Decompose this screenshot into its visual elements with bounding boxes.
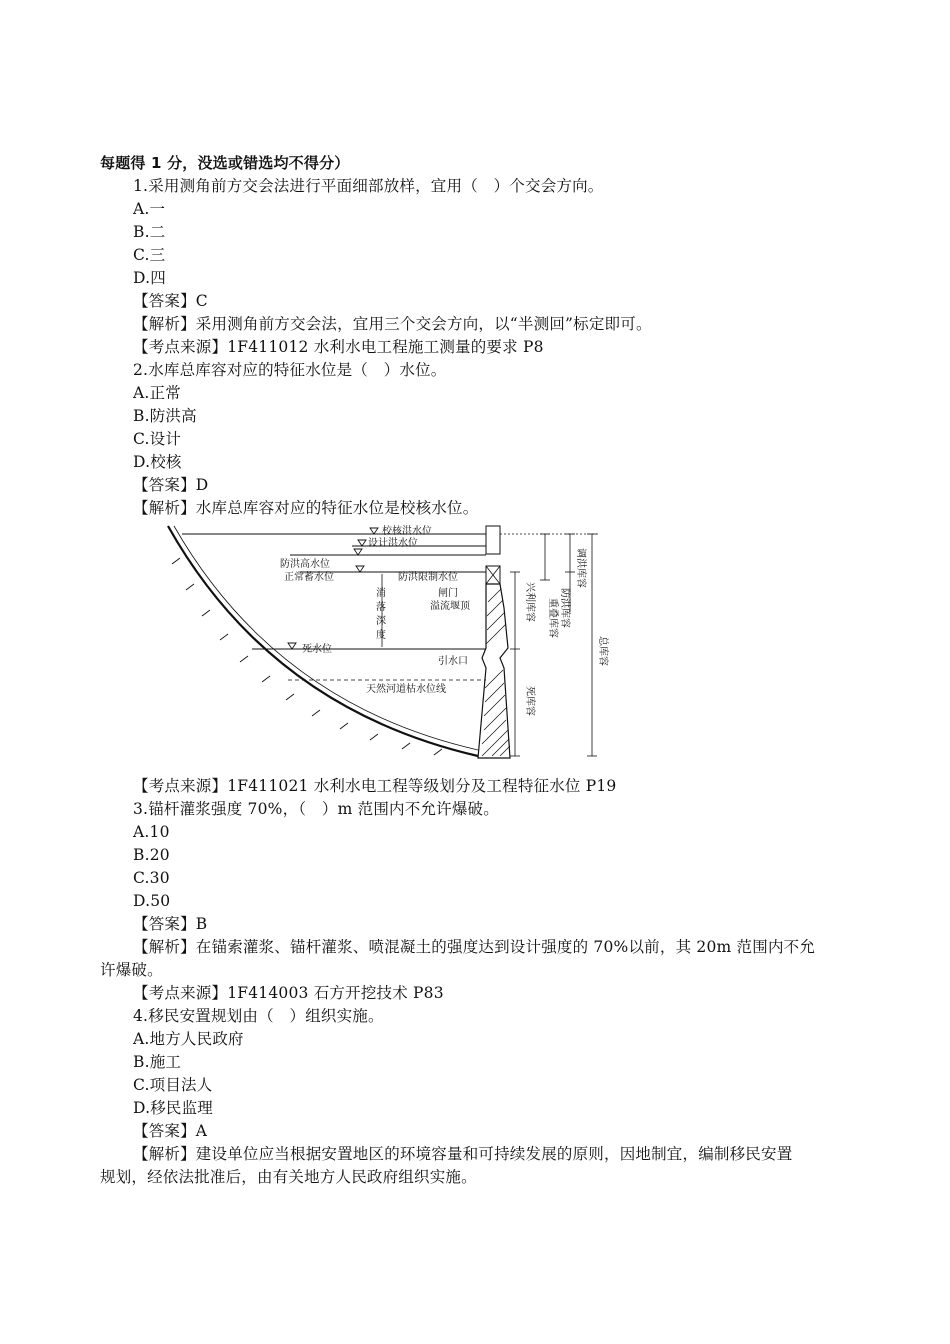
label-design-flood-level: 设计洪水位: [368, 538, 418, 549]
question-2-analysis: 【解析】水库总库容对应的特征水位是校核水位。: [133, 499, 479, 517]
label-flood-high-level: 防洪高水位: [280, 559, 330, 570]
label-flood-regulation-storage: 调洪库容: [575, 548, 586, 588]
question-3-answer: 【答案】B: [133, 915, 208, 933]
question-4-answer: 【答案】A: [133, 1122, 208, 1140]
question-2-option-b: B.防洪高: [133, 407, 197, 425]
question-1-stem: 1.采用测角前方交会法进行平面细部放样，宜用（ ）个交会方向。: [133, 177, 604, 195]
section-header: 每题得 1 分，没选或错选均不得分）: [100, 154, 350, 172]
question-4-option-c: C.项目法人: [133, 1076, 213, 1094]
label-drawdown-2: 落: [376, 602, 386, 613]
label-normal-pool-level: 正常蓄水位: [284, 572, 334, 583]
question-2-answer: 【答案】D: [133, 476, 209, 494]
question-1-option-a: A.一: [133, 200, 166, 218]
question-1-analysis: 【解析】采用测角前方交会法，宜用三个交会方向，以“半测回”标定即可。: [133, 315, 652, 333]
question-2-option-a: A.正常: [133, 384, 181, 402]
question-2-option-c: C.设计: [133, 430, 182, 448]
bank-hatching: [172, 558, 442, 755]
question-3-option-a: A.10: [133, 823, 170, 841]
question-3-option-d: D.50: [133, 892, 171, 910]
label-flood-control-storage: 防洪库容: [559, 588, 570, 628]
question-3-option-b: B.20: [133, 846, 170, 864]
question-2-stem: 2.水库总库容对应的特征水位是（ ）水位。: [133, 361, 447, 379]
question-2-option-d: D.校核: [133, 453, 182, 471]
label-drawdown-3: 深: [376, 616, 386, 627]
question-3-option-c: C.30: [133, 869, 170, 887]
label-intake: 引水口: [438, 656, 468, 667]
label-flood-limit-level: 防洪限制水位: [398, 572, 458, 583]
label-total-storage: 总库容: [597, 636, 608, 666]
question-4-analysis-line-1: 【解析】建设单位应当根据安置地区的环境容量和可持续发展的原则，因地制宜，编制移民安置: [133, 1145, 793, 1163]
dam-body: [478, 526, 510, 758]
question-1-answer: 【答案】C: [133, 292, 208, 310]
question-3-stem: 3.锚杆灌浆强度 70%，（ ）m 范围内不允许爆破。: [133, 800, 499, 818]
question-1-option-c: C.三: [133, 246, 166, 264]
reservoir-water-level-diagram: [160, 518, 630, 770]
question-4-option-a: A.地方人民政府: [133, 1030, 244, 1048]
label-dead-level: 死水位: [302, 644, 332, 655]
label-drawdown-1: 消: [376, 588, 386, 599]
question-4-analysis-line-2: 规划，经依法批准后，由有关地方人民政府组织实施。: [100, 1168, 477, 1186]
label-dead-storage: 死库容: [524, 686, 535, 716]
question-4-option-d: D.移民监理: [133, 1099, 214, 1117]
question-4-option-b: B.施工: [133, 1053, 182, 1071]
question-1-source: 【考点来源】1F411012 水利水电工程施工测量的要求 P8: [133, 338, 544, 356]
question-4-stem: 4.移民安置规划由（ ）组织实施。: [133, 1007, 384, 1025]
question-1-option-b: B.二: [133, 223, 166, 241]
question-2-source: 【考点来源】1F411021 水利水电工程等级划分及工程特征水位 P19: [133, 777, 617, 795]
label-gate: 闸门: [438, 588, 458, 599]
question-3-analysis-line-2: 许爆破。: [100, 961, 163, 979]
label-river-low-level: 天然河道枯水位线: [366, 684, 446, 695]
label-drawdown-4: 度: [376, 630, 386, 641]
question-1-option-d: D.四: [133, 269, 166, 287]
label-spillway-crest: 溢流堰顶: [430, 601, 470, 612]
question-3-analysis-line-1: 【解析】在锚索灌浆、锚杆灌浆、喷混凝土的强度达到设计强度的 70%以前，其 20m 范围内不允: [133, 938, 816, 956]
question-3-source: 【考点来源】1F414003 石方开挖技术 P83: [133, 984, 444, 1002]
label-overlap-storage: 重叠库容: [547, 598, 558, 638]
label-check-flood-level: 校核洪水位: [382, 526, 432, 537]
label-beneficial-storage: 兴利库容: [524, 582, 535, 622]
